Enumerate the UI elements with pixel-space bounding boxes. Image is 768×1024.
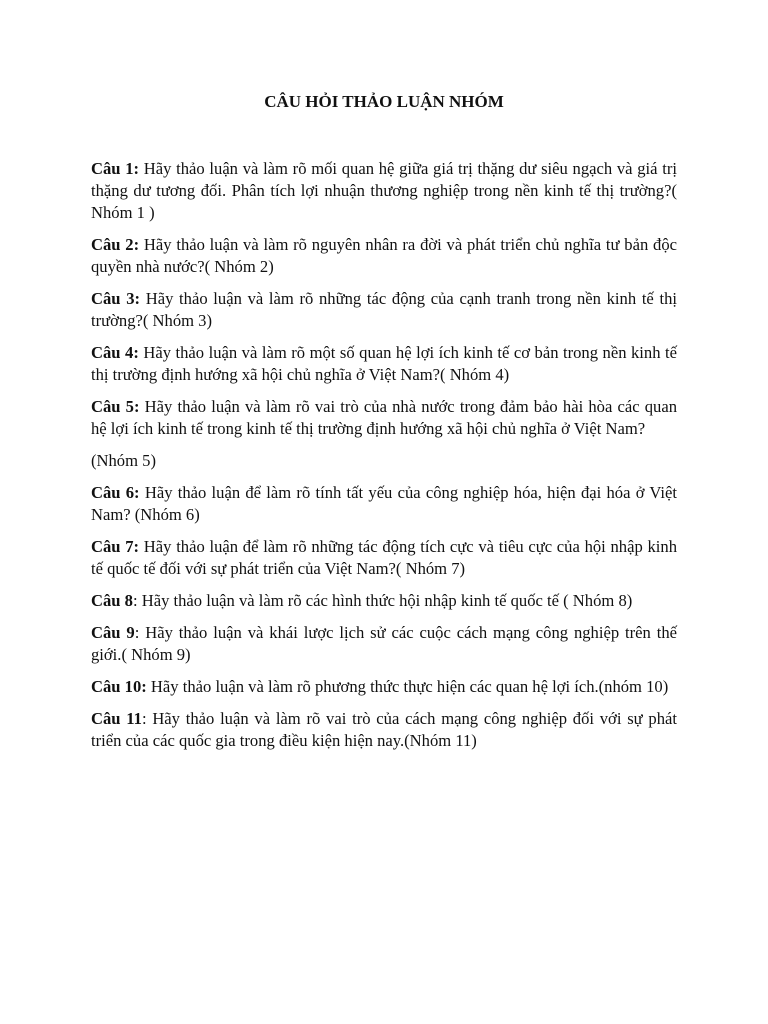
question-text: : Hãy thảo luận và làm rõ vai trò của cách mạng công nghiệp đối với sự phát triển của các quốc gia trong điều kiện hiện nay.(Nhóm 11) (91, 709, 677, 750)
question-label: Câu 2: (91, 235, 140, 254)
question-text: Hãy thảo luận để làm rõ những tác động tích cực và tiêu cực của hội nhập kinh tế quốc tế đối với sự phát triển của Việt Nam?( Nhóm 7) (91, 537, 677, 578)
question-8 (91, 590, 677, 612)
question-text: Hãy thảo luận và làm rõ phương thức thực hiện các quan hệ lợi ích.(nhóm 10) (146, 677, 669, 696)
question-text: : Hãy thảo luận và làm rõ các hình thức hội nhập kinh tế quốc tế ( Nhóm 8) (132, 591, 633, 610)
question-text: Hãy thảo luận và làm rõ nguyên nhân ra đời và phát triển chủ nghĩa tư bản độc quyền nhà nước?( Nhóm 2) (91, 235, 677, 276)
question-10 (91, 676, 677, 698)
question-text: Hãy thảo luận để làm rõ tính tất yếu của công nghiệp hóa, hiện đại hóa ở Việt Nam? (Nhóm 6) (91, 483, 677, 524)
question-11 (91, 708, 677, 752)
question-9 (91, 622, 677, 666)
question-5-group (91, 450, 677, 472)
question-label: Câu 1: (91, 159, 140, 178)
question-text: Hãy thảo luận và làm rõ vai trò của nhà nước trong đảm bảo hài hòa các quan hệ lợi ích kinh tế trong kinh tế thị trường định hướng xã hội chủ nghĩa ở Việt Nam? (91, 397, 677, 438)
question-3 (91, 288, 677, 332)
question-label: Câu 7: (91, 537, 140, 556)
question-label: Câu 3: (91, 289, 141, 308)
question-label: Câu 8 (91, 591, 133, 610)
question-6 (91, 482, 677, 526)
document-title: CÂU HỎI THẢO LUẬN NHÓM (264, 92, 504, 111)
question-label: Câu 10: (91, 677, 147, 696)
question-text: : Hãy thảo luận và khái lược lịch sử các cuộc cách mạng công nghiệp trên thế giới.( Nhóm 9) (91, 623, 677, 664)
question-4 (91, 342, 677, 386)
question-1 (91, 158, 677, 224)
question-7 (91, 536, 677, 580)
question-text: (Nhóm 5) (91, 451, 156, 470)
question-label: Câu 6: (91, 483, 140, 502)
question-label: Câu 5: (91, 397, 140, 416)
question-label: Câu 9 (91, 623, 135, 642)
question-text: Hãy thảo luận và làm rõ mối quan hệ giữa giá trị thặng dư siêu ngạch và giá trị thặng dư tương đối. Phân tích lợi nhuận thương nghiệp trong nền kinh tế thị trường?( Nhóm 1 ) (91, 159, 677, 222)
question-text: Hãy thảo luận và làm rõ một số quan hệ lợi ích kinh tế cơ bản trong nền kinh tế thị trường định hướng xã hội chủ nghĩa ở Việt Nam?( Nhóm 4) (91, 343, 677, 384)
question-text: Hãy thảo luận và làm rõ những tác động của cạnh tranh trong nền kinh tế thị trường?( Nhóm 3) (91, 289, 678, 330)
question-5 (91, 396, 677, 440)
question-label: Câu 4: (91, 343, 139, 362)
question-2 (91, 234, 677, 278)
question-label: Câu 11 (91, 709, 142, 728)
